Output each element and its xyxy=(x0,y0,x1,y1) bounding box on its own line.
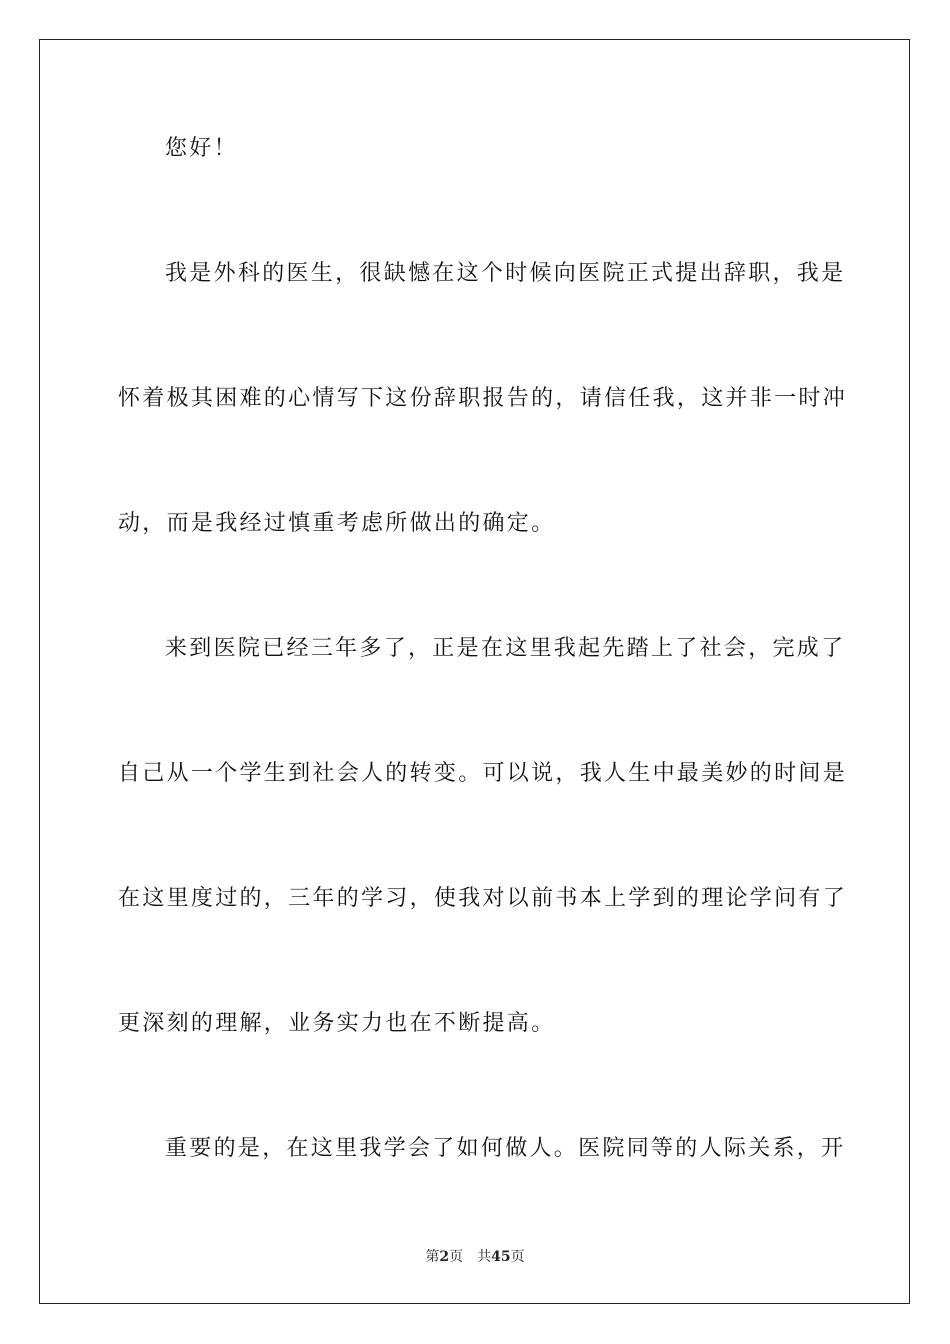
paragraph-2-line-3: 在这里度过的，三年的学习，使我对以前书本上学到的理论学问有了 xyxy=(118,886,848,911)
page-prefix: 第 xyxy=(425,1249,440,1265)
page-border xyxy=(39,39,910,1304)
paragraph-1-line-3: 动，而是我经过慎重考虑所做出的确定。 xyxy=(118,511,556,536)
paragraph-2-line-1: 来到医院已经三年多了，正是在这里我起先踏上了社会，完成了 xyxy=(165,636,846,661)
paragraph-1-line-2: 怀着极其困难的心情写下这份辞职报告的，请信任我，这并非一时冲 xyxy=(118,386,848,411)
paragraph-1-line-1: 我是外科的医生，很缺憾在这个时候向医院正式提出辞职，我是 xyxy=(165,261,846,286)
page-number: 2 xyxy=(439,1249,450,1265)
page-suffix: 页 xyxy=(449,1249,464,1265)
total-prefix: 共 xyxy=(477,1249,492,1265)
paragraph-2-line-4: 更深刻的理解，业务实力也在不断提高。 xyxy=(118,1011,556,1036)
total-suffix: 页 xyxy=(510,1249,525,1265)
page-footer xyxy=(0,1247,950,1267)
paragraph-3-line-1: 重要的是，在这里我学会了如何做人。医院同等的人际关系，开 xyxy=(165,1136,846,1161)
total-pages: 45 xyxy=(491,1249,511,1265)
paragraph-2-line-2: 自己从一个学生到社会人的转变。可以说，我人生中最美妙的时间是 xyxy=(118,761,848,786)
greeting: 您好！ xyxy=(165,136,238,161)
